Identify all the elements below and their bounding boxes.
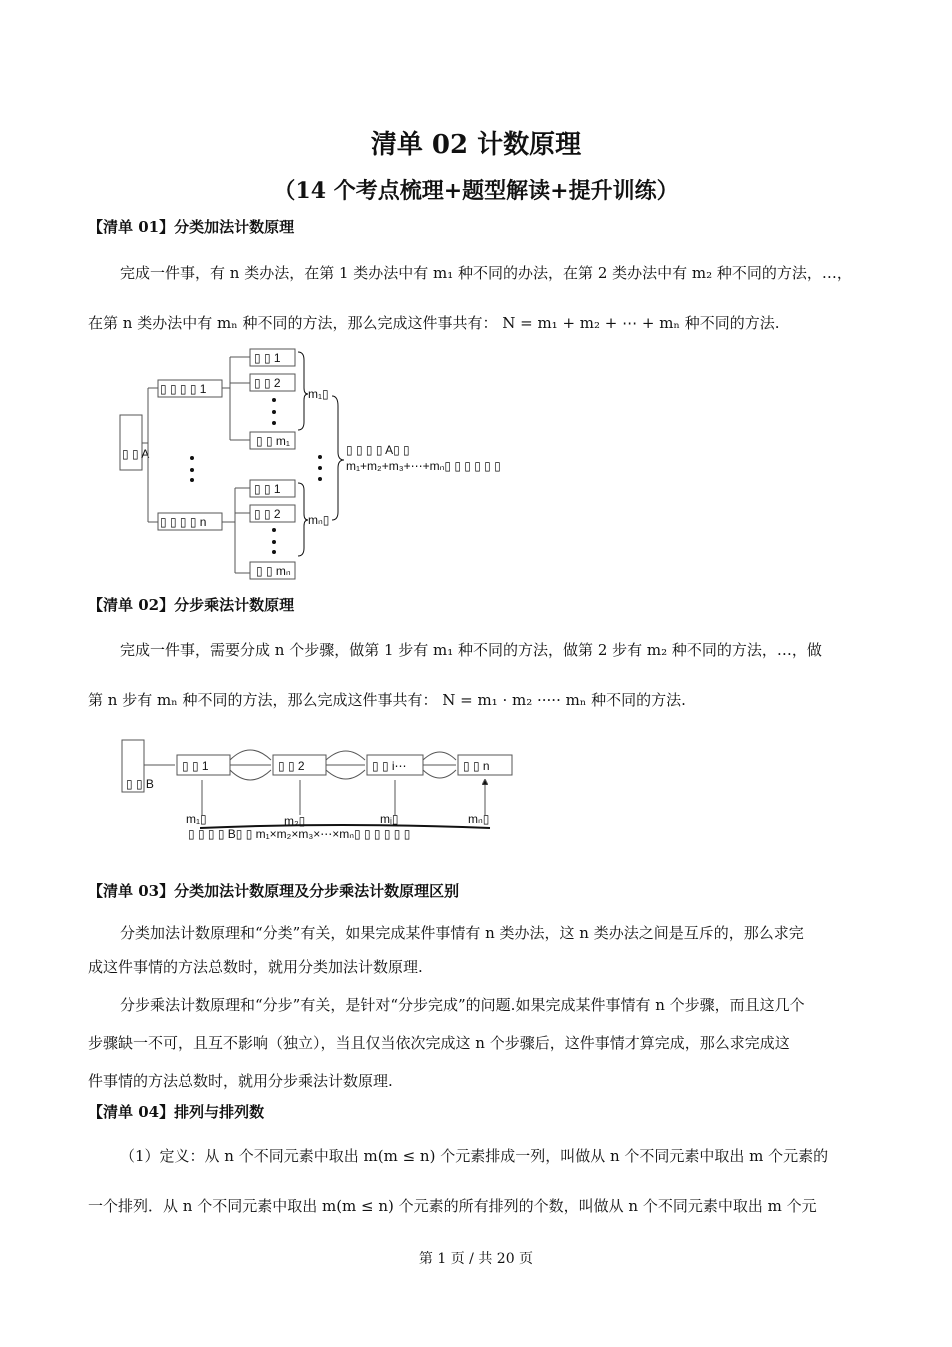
paragraph-line: 分类加法计数原理和“分类”有关，如果完成某件事情有 n 类办法，这 n 类办法之间是互斥的，那么求完 <box>120 924 804 942</box>
section-heading-2: 【清单 02】分步乘法计数原理 <box>88 596 295 614</box>
paragraph-line: （1）定义：从 n 个不同元素中取出 m(m ≤ n) 个元素排成一列，叫做从 n 个不同元素中取出 m 个元素的 <box>120 1147 829 1165</box>
brace-label: m₁▯ <box>308 387 329 401</box>
step-label: ▯ ▯ 1 <box>182 759 209 773</box>
method-label: ▯ ▯ mₙ <box>256 564 291 578</box>
section-heading-1: 【清单 01】分类加法计数原理 <box>88 218 295 236</box>
paragraph-line: 完成一件事，需要分成 n 个步骤，做第 1 步有 m₁ 种不同的方法，做第 2 步有 m₂ 种不同的方法，…，做 <box>120 641 822 659</box>
paragraph-line: 完成一件事，有 n 类办法，在第 1 类办法中有 m₁ 种不同的办法，在第 2 类办法中有 m₂ 种不同的方法，…， <box>120 264 852 282</box>
section-heading-3: 【清单 03】分类加法计数原理及分步乘法计数原理区别 <box>88 882 460 900</box>
paragraph-line: 分步乘法计数原理和“分步”有关，是针对“分步完成”的问题.如果完成某件事情有 n 个步骤，而且这几个 <box>120 996 805 1014</box>
step-count-label: mₙ▯ <box>468 812 490 826</box>
result-label: m₁+m₂+m₃+⋯+mₙ▯ ▯ ▯ ▯ ▯ ▯ <box>346 459 501 473</box>
paragraph-line: 成这件事情的方法总数时，就用分类加法计数原理. <box>88 958 423 976</box>
paragraph-line: 步骤缺一不可，且互不影响（独立），当且仅当依次完成这 n 个步骤后，这件事情才算完成，那么求完成这 <box>88 1034 790 1052</box>
method-label: ▯ ▯ 2 <box>254 507 281 521</box>
step-diagram <box>110 730 530 865</box>
diagram-start-label: ▯ ▯ B <box>126 777 154 791</box>
method-label: ▯ ▯ 1 <box>254 482 281 496</box>
paragraph-line: 件事情的方法总数时，就用分步乘法计数原理. <box>88 1072 393 1090</box>
page-footer: 第 1 页 / 共 20 页 <box>418 1251 534 1267</box>
class-1-label: ▯ ▯ ▯ ▯ 1 <box>160 382 207 396</box>
step-count-label: m₂▯ <box>284 814 306 828</box>
step-count-label: mᵢ▯ <box>380 812 399 826</box>
page-subtitle: （14 个考点梳理+题型解读+提升训练） <box>273 178 679 204</box>
method-label: ▯ ▯ m₁ <box>256 434 290 448</box>
paragraph-line: 在第 n 类办法中有 mₙ 种不同的方法，那么完成这件事共有： N = m₁ + m₂ + ⋯ + mₙ 种不同的方法. <box>88 314 780 332</box>
brace-label: mₙ▯ <box>308 513 330 527</box>
page-title: 清单 02 计数原理 <box>370 130 582 160</box>
step-label: ▯ ▯ 2 <box>278 759 305 773</box>
result-label: ▯ ▯ ▯ ▯ A▯ ▯ <box>346 443 410 457</box>
step-label: ▯ ▯ i⋯ <box>372 759 407 773</box>
diagram-start-label: ▯ ▯ A <box>122 447 150 461</box>
classification-diagram <box>110 340 530 585</box>
method-label: ▯ ▯ 1 <box>254 351 281 365</box>
step-label: ▯ ▯ n <box>463 759 490 773</box>
paragraph-line: 一个排列．从 n 个不同元素中取出 m(m ≤ n) 个元素的所有排列的个数，叫做从 n 个不同元素中取出 m 个元 <box>88 1197 817 1215</box>
method-label: ▯ ▯ 2 <box>254 376 281 390</box>
paragraph-line: 第 n 步有 mₙ 种不同的方法，那么完成这件事共有： N = m₁ · m₂ ····· mₙ 种不同的方法. <box>88 691 686 709</box>
class-n-label: ▯ ▯ ▯ ▯ n <box>160 515 207 529</box>
step-count-label: m₁▯ <box>186 812 207 826</box>
section-heading-4: 【清单 04】排列与排列数 <box>88 1103 265 1121</box>
result-label: ▯ ▯ ▯ ▯ B▯ ▯ m₁×m₂×m₃×⋯×mₙ▯ ▯ ▯ ▯ ▯ ▯ <box>188 827 411 841</box>
